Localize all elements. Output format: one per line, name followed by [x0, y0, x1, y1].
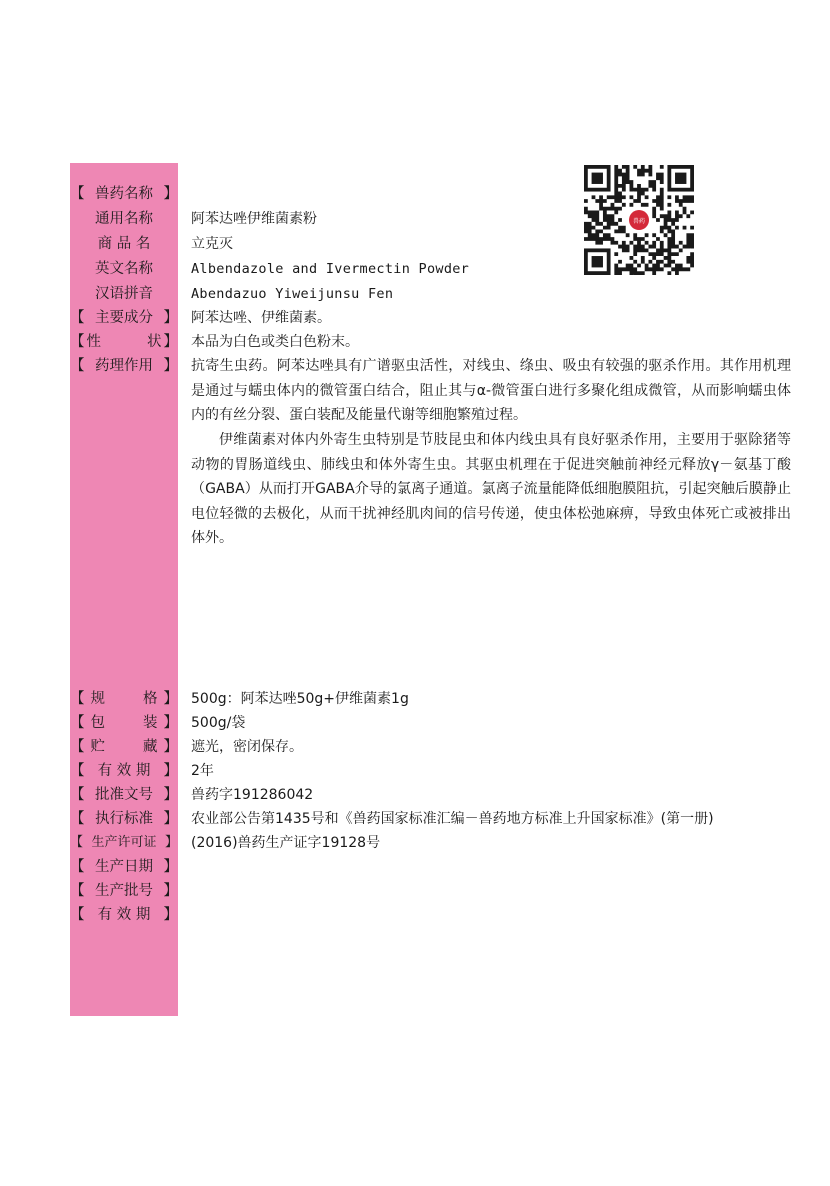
label-ingredients: 【 主要成分 】 [70, 310, 178, 326]
svg-text:兽药: 兽药 [632, 218, 646, 225]
label-pharmacology: 【 药理作用 】 [70, 358, 178, 374]
label-validity: 【 有 效 期 】 [70, 763, 178, 779]
label-license: 【 生产许可证 】 [70, 835, 178, 850]
value-trade-name: 立克灭 [191, 236, 233, 252]
value-pharmacology-p1: 抗寄生虫药。阿苯达唑具有广谱驱虫活性，对线虫、绦虫、吸虫有较强的驱杀作用。其作用机理是通过与蠕虫体内的微管蛋白结合，阻止其与α-微管蛋白进行多聚化组成微管，从而影响蠕虫体内的有丝分裂、蛋白装配及能量代谢等细胞繁殖过程。 [191, 358, 791, 423]
value-license: (2016)兽药生产证字19128号 [191, 835, 381, 851]
label-storage: 【 贮 藏 】 [70, 739, 178, 755]
label-expiry: 【 有 效 期 】 [70, 907, 178, 923]
value-packaging: 500g/袋 [191, 715, 246, 731]
label-specification: 【 规 格 】 [70, 691, 178, 707]
value-pharmacology-p2: 伊维菌素对体内外寄生虫特别是节肢昆虫和体内线虫具有良好驱杀作用，主要用于驱除猪等动物的胃肠道线虫、肺线虫和体外寄生虫。其驱虫机理在于促进突触前神经元释放γ－氨基丁酸（GABA）从而打开GABA介导的氯离子通道。氯离子流量能降低细胞膜阻抗，引起突触后膜静止电位轻微的去极化，从而干扰神经肌肉间的信号传递，使虫体松弛麻痹，导致虫体死亡或被排出体外。 [191, 432, 791, 546]
value-validity: 2年 [191, 763, 214, 779]
label-approval-no: 【 批准文号 】 [70, 787, 178, 803]
label-production-date: 【 生产日期 】 [70, 859, 178, 875]
label-standard: 【 执行标准 】 [70, 811, 178, 827]
value-ingredients: 阿苯达唑、伊维菌素。 [191, 310, 331, 326]
value-pinyin: Abendazuo Yiweijunsu Fen [191, 286, 394, 302]
label-generic-name: 通用名称 [95, 211, 153, 227]
value-specification: 500g：阿苯达唑50g+伊维菌素1g [191, 691, 409, 707]
label-drug-name: 【 兽药名称 】 [70, 186, 178, 202]
value-approval-no: 兽药字191286042 [191, 787, 314, 803]
label-pinyin: 汉语拼音 [95, 286, 153, 302]
label-trade-name: 商 品 名 [97, 236, 151, 252]
label-english-name: 英文名称 [95, 261, 153, 277]
value-generic-name: 阿苯达唑伊维菌素粉 [191, 211, 317, 227]
label-appearance: 【 性 状 】 [70, 334, 178, 350]
value-standard: 农业部公告第1435号和《兽药国家标准汇编－兽药地方标准上升国家标准》(第一册) [191, 811, 714, 827]
value-storage: 遮光，密闭保存。 [191, 739, 303, 755]
label-batch-no: 【 生产批号 】 [70, 883, 178, 899]
value-english-name: Albendazole and Ivermectin Powder [191, 261, 470, 277]
value-appearance: 本品为白色或类白色粉末。 [191, 334, 359, 350]
label-packaging: 【 包 装 】 [70, 715, 178, 731]
